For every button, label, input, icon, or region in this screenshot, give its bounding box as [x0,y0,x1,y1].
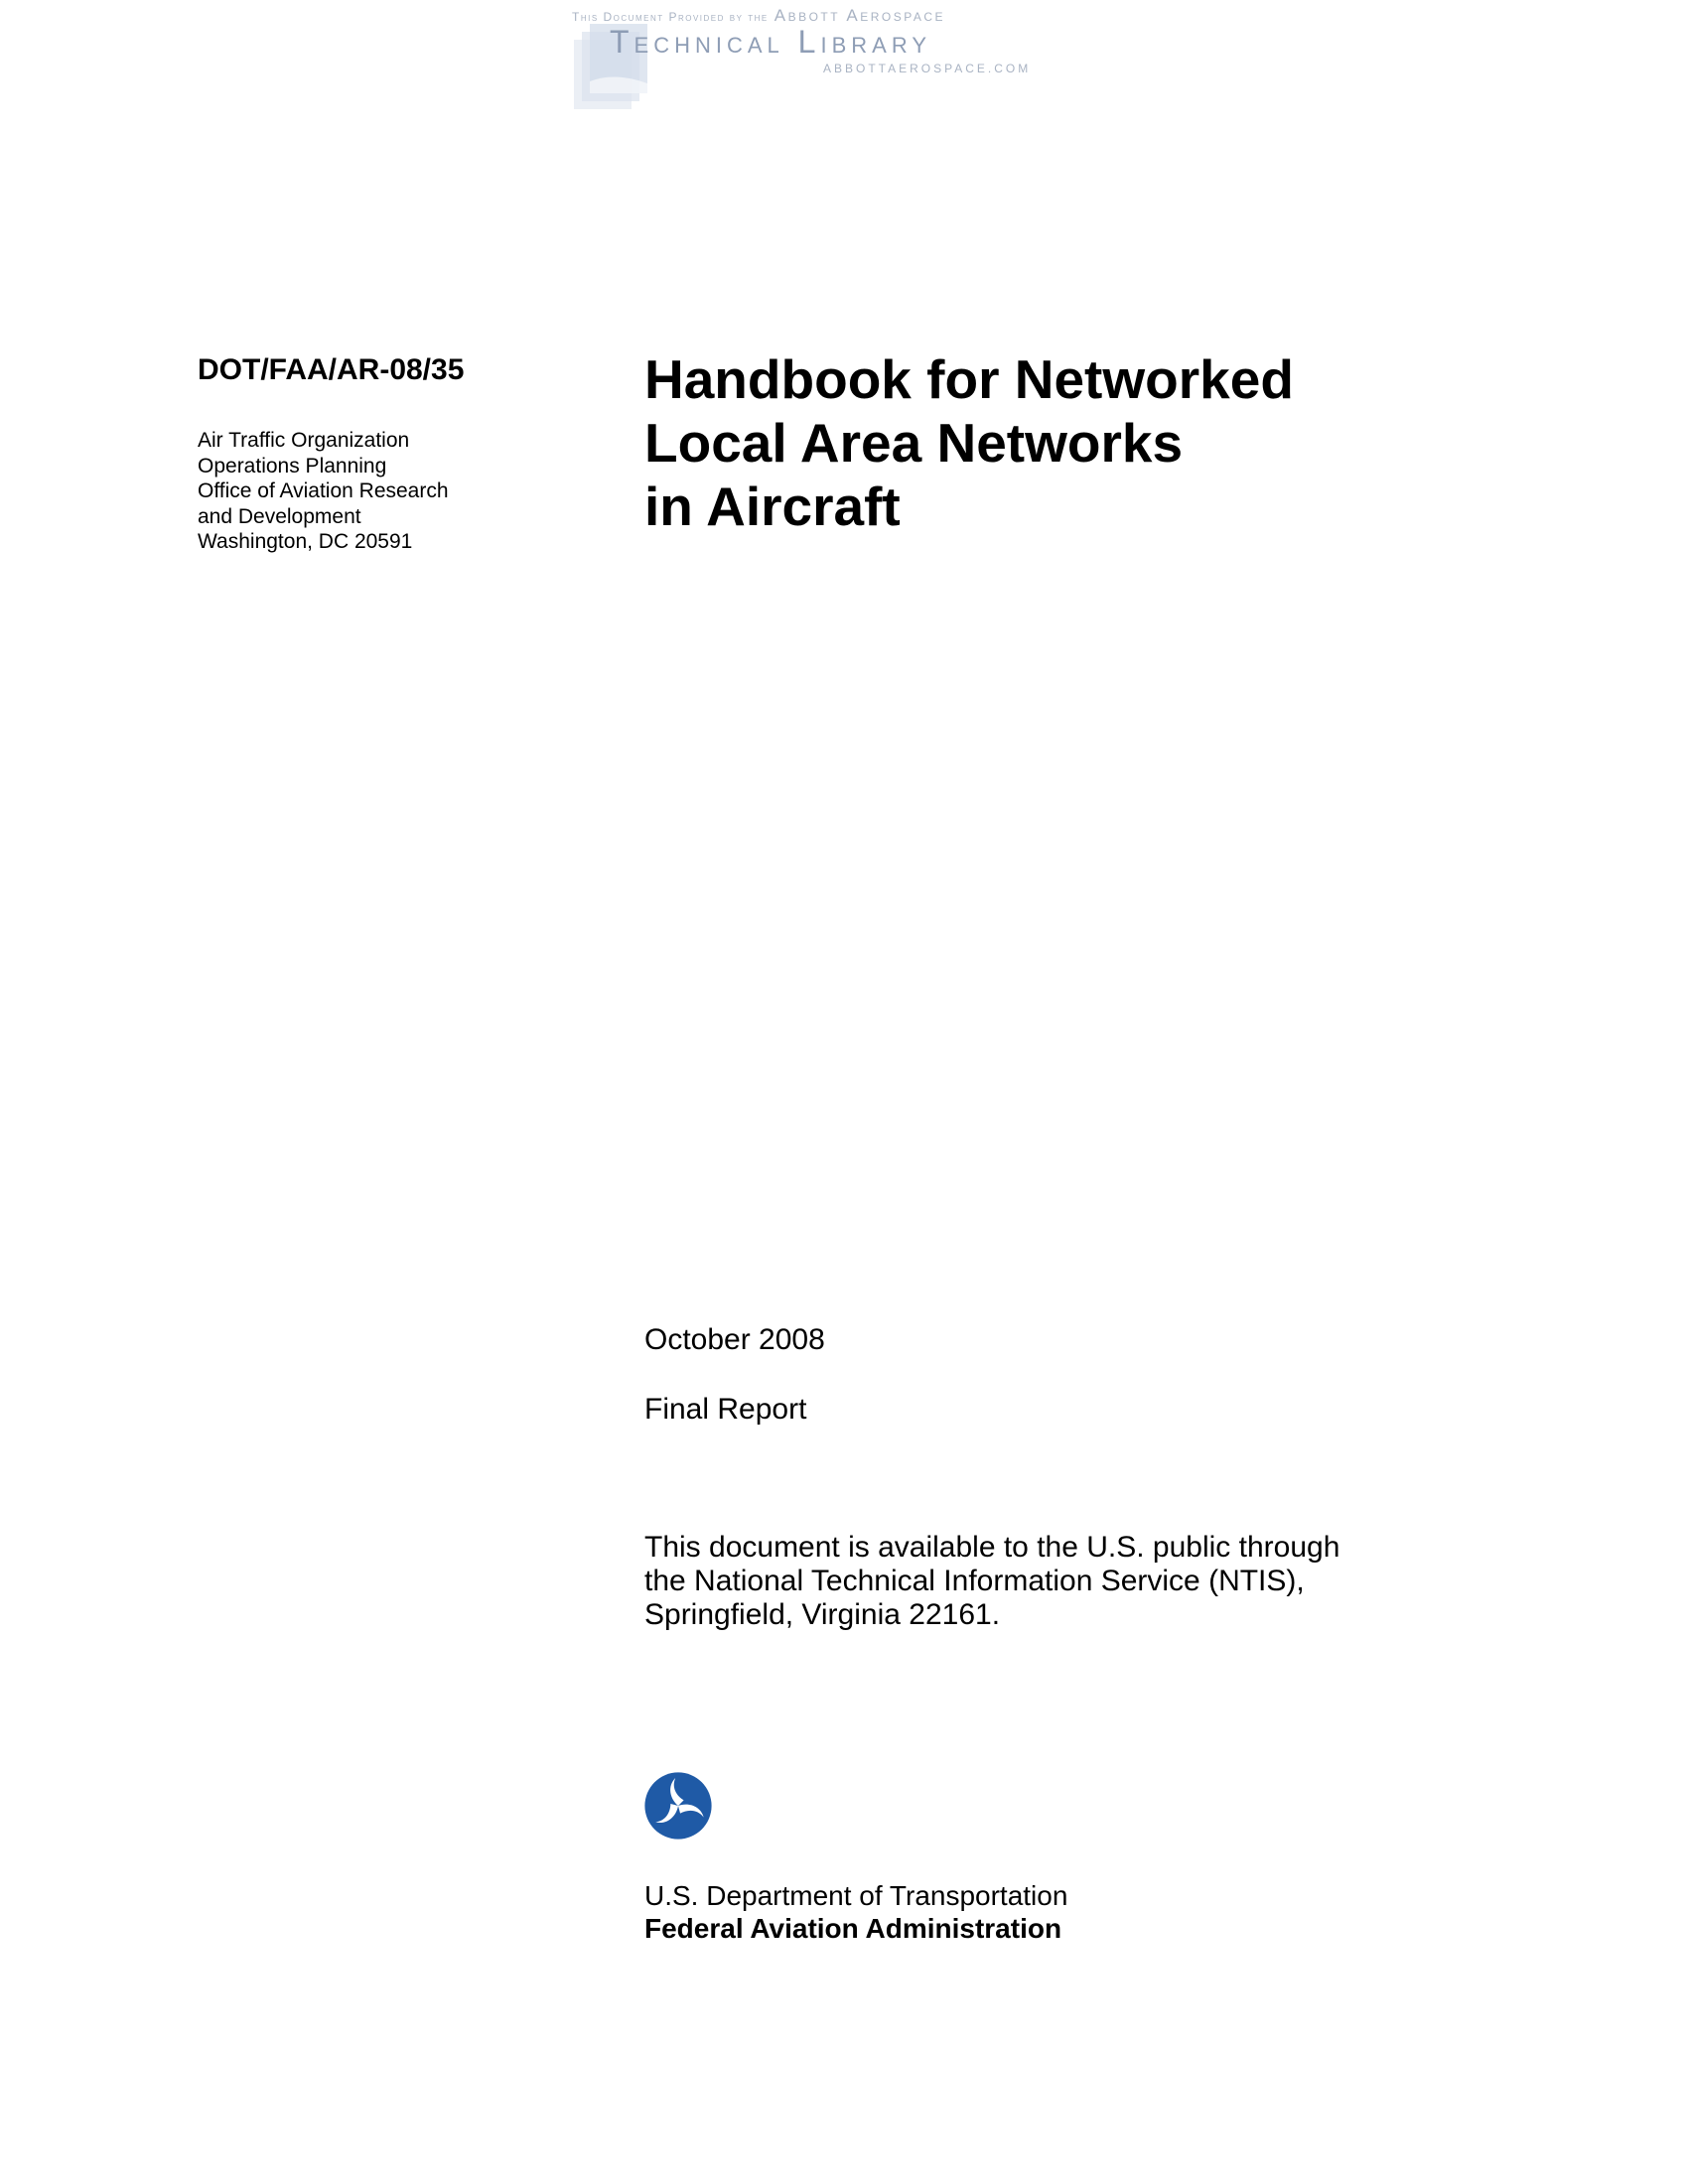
watermark-brand: Abbott Aerospace [774,6,945,25]
organization-line: Office of Aviation Research [198,479,449,502]
report-number: DOT/FAA/AR-08/35 [198,353,465,386]
report-type: Final Report [644,1393,807,1426]
availability-line: This document is available to the U.S. public through [644,1531,1340,1564]
document-title [644,347,1294,538]
library-watermark [570,4,1086,115]
organization-line: Operations Planning [198,454,387,478]
publication-date: October 2008 [644,1323,825,1356]
organization-line: Washington, DC 20591 [198,530,413,553]
title-line: in Aircraft [644,476,901,537]
department-name: U.S. Department of Transportation [644,1880,1068,1911]
organization-address [198,428,449,555]
agency-block [644,1879,1067,1945]
organization-line: and Development [198,504,361,528]
availability-line: the National Technical Information Service (NTIS), [644,1565,1305,1597]
watermark-library-name: Technical Library [610,24,931,60]
dot-triskelion-logo [643,1771,713,1841]
title-line: Local Area Networks [644,412,1184,474]
availability-statement [644,1531,1339,1632]
administration-name: Federal Aviation Administration [644,1913,1062,1944]
availability-line: Springfield, Virginia 22161. [644,1598,1001,1631]
watermark-provided-by: This Document Provided by the [572,10,769,24]
title-line: Handbook for Networked [644,348,1294,410]
watermark-provider-line [572,6,945,26]
organization-line: Air Traffic Organization [198,429,410,452]
watermark-url: ABBOTTAEROSPACE.COM [823,62,1032,75]
